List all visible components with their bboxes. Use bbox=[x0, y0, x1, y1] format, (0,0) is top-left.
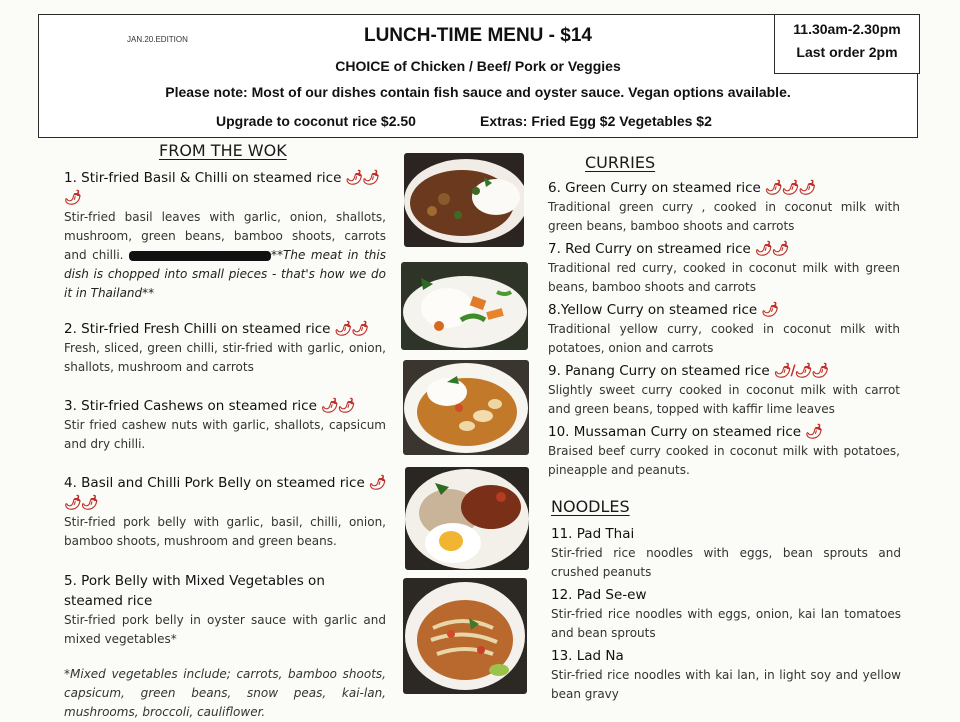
item-name: 9. Panang Curry on steamed rice bbox=[548, 363, 770, 379]
menu-item bbox=[551, 585, 901, 643]
item-name: 8.Yellow Curry on steamed rice bbox=[548, 302, 758, 318]
item-description: Fresh, sliced, green chilli, stir-fried with garlic, onion, shallots, mushroom and carrots bbox=[64, 341, 386, 374]
item-description: Stir-fried basil leaves with garlic, onion, shallots, mushroom, green beans, bamboo shoots, carrots and chilli. bbox=[64, 210, 386, 262]
dish-photo-fresh-chilli bbox=[401, 262, 528, 350]
item-name: 1. Stir-fried Basil & Chilli on steamed rice bbox=[64, 170, 342, 186]
sauce-note: Please note: Most of our dishes contain fish sauce and oyster sauce. Vegan options available. bbox=[165, 84, 791, 100]
item-description: Stir-fried rice noodles with eggs, bean sprouts and crushed peanuts bbox=[551, 546, 901, 579]
menu-item bbox=[64, 396, 386, 454]
item-name: 11. Pad Thai bbox=[551, 526, 635, 542]
vegetables-footnote: *Mixed vegetables include; carrots, bamboo shoots, capsicum, green beans, snow peas, kai-lan, mushrooms, broccoli, cauliflower. bbox=[64, 667, 386, 719]
wok-column bbox=[64, 168, 386, 722]
menu-item bbox=[64, 473, 386, 551]
item-description: Stir-fried rice noodles with kai lan, in light soy and yellow bean gravy bbox=[551, 668, 901, 701]
item-name: 12. Pad Se-ew bbox=[551, 587, 647, 603]
opening-hours: 11.30am-2.30pm bbox=[793, 21, 901, 37]
chili-rating: 🌶/🌶🌶 bbox=[773, 363, 829, 379]
section-title-curries: CURRIES bbox=[585, 153, 656, 172]
item-description: Stir-fried rice noodles with eggs, onion, kai lan tomatoes and bean sprouts bbox=[551, 607, 901, 640]
menu-item bbox=[548, 300, 900, 358]
item-description: Traditional green curry , cooked in coconut milk with green beans, bamboo shoots and carrots bbox=[548, 200, 900, 233]
upgrade-text: Upgrade to coconut rice $2.50 bbox=[216, 113, 416, 129]
dish-photo-cashews bbox=[403, 360, 529, 455]
menu-item bbox=[64, 168, 386, 303]
edition-label: JAN.20.EDITION bbox=[127, 35, 188, 44]
section-title-noodles: NOODLES bbox=[551, 497, 630, 516]
menu-item bbox=[548, 178, 900, 236]
menu-item bbox=[551, 524, 901, 582]
item-name: 3. Stir-fried Cashews on steamed rice bbox=[64, 398, 317, 414]
noodles-column bbox=[551, 524, 901, 704]
item-description: Traditional red curry, cooked in coconut milk with green beans, bamboo shoots and carrots bbox=[548, 261, 900, 294]
item-name: 5. Pork Belly with Mixed Vegetables on steamed rice bbox=[64, 573, 325, 609]
chili-rating: 🌶🌶 bbox=[334, 321, 368, 337]
section-title-wok: FROM THE WOK bbox=[159, 141, 287, 160]
item-description: Traditional yellow curry, cooked in coconut milk with potatoes, onion and carrots bbox=[548, 322, 900, 355]
chili-rating: 🌶🌶🌶 bbox=[764, 180, 816, 196]
item-description: Stir-fried pork belly with garlic, basil, chilli, onion, bamboo shoots, mushroom and green beans. bbox=[64, 515, 386, 548]
item-name: 13. Lad Na bbox=[551, 648, 624, 664]
extras-text: Extras: Fried Egg $2 Vegetables $2 bbox=[480, 113, 712, 129]
chili-rating: 🌶 bbox=[805, 424, 822, 440]
menu-item bbox=[548, 239, 900, 297]
item-name: 6. Green Curry on steamed rice bbox=[548, 180, 761, 196]
chili-rating: 🌶🌶🌶 bbox=[64, 475, 386, 511]
redaction-mark bbox=[129, 251, 271, 261]
meat-choice: CHOICE of Chicken / Beef/ Pork or Veggies bbox=[335, 58, 621, 74]
chili-rating: 🌶🌶 bbox=[320, 398, 355, 414]
menu-item bbox=[64, 571, 386, 649]
item-description: Stir fried cashew nuts with garlic, shallots, capsicum and dry chilli. bbox=[64, 418, 386, 451]
dish-photo-basil-chilli bbox=[404, 153, 524, 247]
item-name: 10. Mussaman Curry on steamed rice bbox=[548, 424, 802, 440]
menu-item bbox=[548, 422, 900, 480]
chili-rating: 🌶🌶🌶 bbox=[64, 170, 379, 206]
curries-column bbox=[548, 178, 900, 480]
item-name: 2. Stir-fried Fresh Chilli on steamed rice bbox=[64, 321, 331, 337]
menu-item bbox=[64, 319, 386, 377]
dish-photo-pork-belly bbox=[405, 467, 529, 570]
item-name: 7. Red Curry on streamed rice bbox=[548, 241, 751, 257]
dish-photo-noodles bbox=[403, 578, 527, 694]
menu-title: LUNCH-TIME MENU - $14 bbox=[363, 25, 592, 46]
menu-item bbox=[548, 361, 900, 419]
item-note: **The meat in this dish is chopped into small pieces - that's how we do it in Thailand** bbox=[64, 248, 386, 300]
menu-header bbox=[38, 14, 918, 138]
item-name: 4. Basil and Chilli Pork Belly on steamed rice bbox=[64, 475, 365, 491]
hours-box bbox=[774, 14, 920, 74]
item-description: Braised beef curry cooked in coconut milk with potatoes, pineapple and peanuts. bbox=[548, 444, 900, 477]
item-description: Stir-fried pork belly in oyster sauce with garlic and mixed vegetables* bbox=[64, 613, 386, 646]
menu-item bbox=[551, 646, 901, 704]
last-order: Last order 2pm bbox=[796, 44, 898, 60]
chili-rating: 🌶🌶 bbox=[754, 241, 789, 257]
chili-rating: 🌶 bbox=[761, 302, 778, 318]
item-description: Slightly sweet curry cooked in coconut milk with carrot and green beans, topped with kaffir lime leaves bbox=[548, 383, 900, 416]
